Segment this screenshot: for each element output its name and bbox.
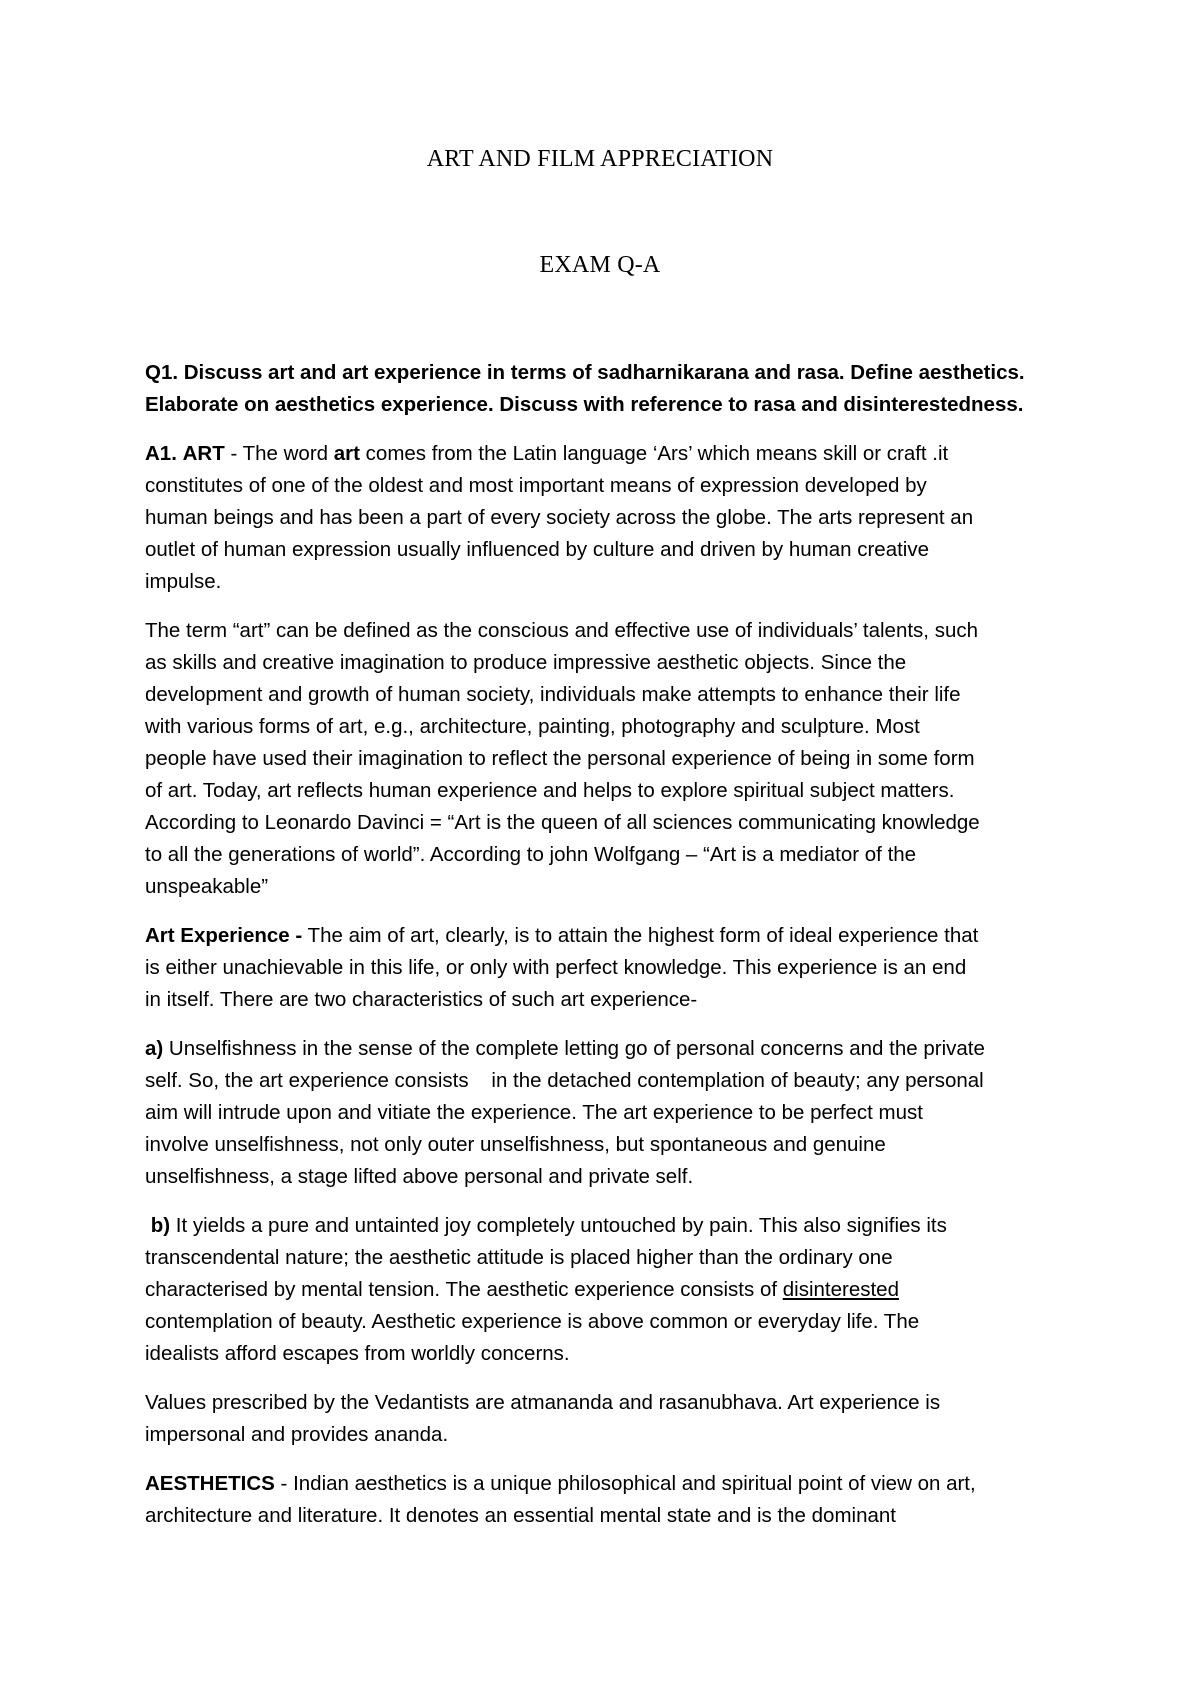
paragraph-line: The term “art” can be defined as the conscious and effective use of individuals’ talents, such [145,619,978,642]
answer-label: A1. [145,442,177,465]
underlined-word: disinterested [782,1278,899,1301]
paragraph-line [145,1468,1065,1500]
document-title: ART AND FILM APPRECIATION [426,146,774,172]
text-run: - Indian aesthetics is a unique philosophical and spiritual point of view on art, [274,1472,976,1495]
text-run: Unselfishness in the sense of the complete letting go of personal concerns and the private [163,1037,985,1060]
paragraph-line: transcendental nature; the aesthetic attitude is placed higher than the ordinary one [145,1246,893,1269]
paragraph-line: idealists afford escapes from worldly concerns. [145,1342,570,1365]
paragraph-line [145,1274,1065,1306]
paragraph-line: is either unachievable in this life, or only with perfect knowledge. This experience is an end [145,956,967,979]
paragraph-line: of art. Today, art reflects human experience and helps to explore spiritual subject matters. [145,779,955,802]
answer-paragraph-art [145,438,1065,598]
paragraph-line: impersonal and provides ananda. [145,1423,449,1446]
list-marker-b: b) [150,1214,171,1237]
answer-line: human beings and has been a part of every society across the globe. The arts represent an [145,506,974,529]
paragraph-line [145,920,1065,952]
text-run: It yields a pure and untainted joy completely untouched by pain. This also signifies its [170,1214,947,1237]
text-run: comes from the Latin language ‘Ars’ which means skill or craft .it [359,442,949,465]
document-body [145,357,1065,1549]
section-label-aesthetics: AESTHETICS [145,1472,275,1495]
paragraph-line: architecture and literature. It denotes an essential mental state and is the dominant [145,1504,896,1527]
paragraph-line: to all the generations of world”. According to john Wolfgang – “Art is a mediator of the [145,843,917,866]
list-marker-a: a) [145,1037,164,1060]
document-subtitle: EXAM Q-A [539,252,661,278]
paragraph-line: people have used their imagination to reflect the personal experience of being in some form [145,747,975,770]
question-line: Q1. Discuss art and art experience in terms of sadharnikarana and rasa. Define aesthetics. [145,361,1025,384]
question-line: Elaborate on aesthetics experience. Discuss with reference to rasa and disinterestedness. [145,393,1024,416]
question-paragraph [145,357,1065,421]
paragraph-line: involve unselfishness, not only outer unselfishness, but spontaneous and genuine [145,1133,886,1156]
paragraph-aesthetics [145,1468,1065,1532]
paragraph-line: development and growth of human society, individuals make attempts to enhance their life [145,683,961,706]
answer-line: impulse. [145,570,222,593]
paragraph-point-b [145,1210,1065,1370]
paragraph-vedantists [145,1387,1065,1451]
paragraph-line [145,1033,1065,1065]
paragraph-line: aim will intrude upon and vitiate the experience. The art experience to be perfect must [145,1101,923,1124]
answer-line [145,438,1065,470]
paragraph-point-a [145,1033,1065,1193]
paragraph-line: contemplation of beauty. Aesthetic experience is above common or everyday life. The [145,1310,920,1333]
answer-line: outlet of human expression usually influenced by culture and driven by human creative [145,538,930,561]
paragraph-line: unselfishness, a stage lifted above personal and private self. [145,1165,694,1188]
section-label-art: ART [182,442,225,465]
paragraph-term-art [145,615,1065,903]
section-label-art-experience: Art Experience - [145,924,303,947]
paragraph-line [145,1210,1065,1242]
text-run: The aim of art, clearly, is to attain the highest form of ideal experience that [302,924,979,947]
text-run: - The word [224,442,334,465]
paragraph-line: self. So, the art experience consists in the detached contemplation of beauty; any personal [145,1069,984,1092]
paragraph-line: with various forms of art, e.g., architecture, painting, photography and sculpture. Most [145,715,920,738]
paragraph-line: as skills and creative imagination to produce impressive aesthetic objects. Since the [145,651,907,674]
answer-line: constitutes of one of the oldest and most important means of expression developed by [145,474,927,497]
paragraph-art-experience [145,920,1065,1016]
paragraph-line: According to Leonardo Davinci = “Art is the queen of all sciences communicating knowledge [145,811,980,834]
paragraph-line: unspeakable” [145,875,269,898]
bold-word: art [333,442,360,465]
paragraph-line: Values prescribed by the Vedantists are atmananda and rasanubhava. Art experience is [145,1391,941,1414]
text-run: characterised by mental tension. The aesthetic experience consists of [145,1278,783,1301]
paragraph-line: in itself. There are two characteristics of such art experience- [145,988,698,1011]
